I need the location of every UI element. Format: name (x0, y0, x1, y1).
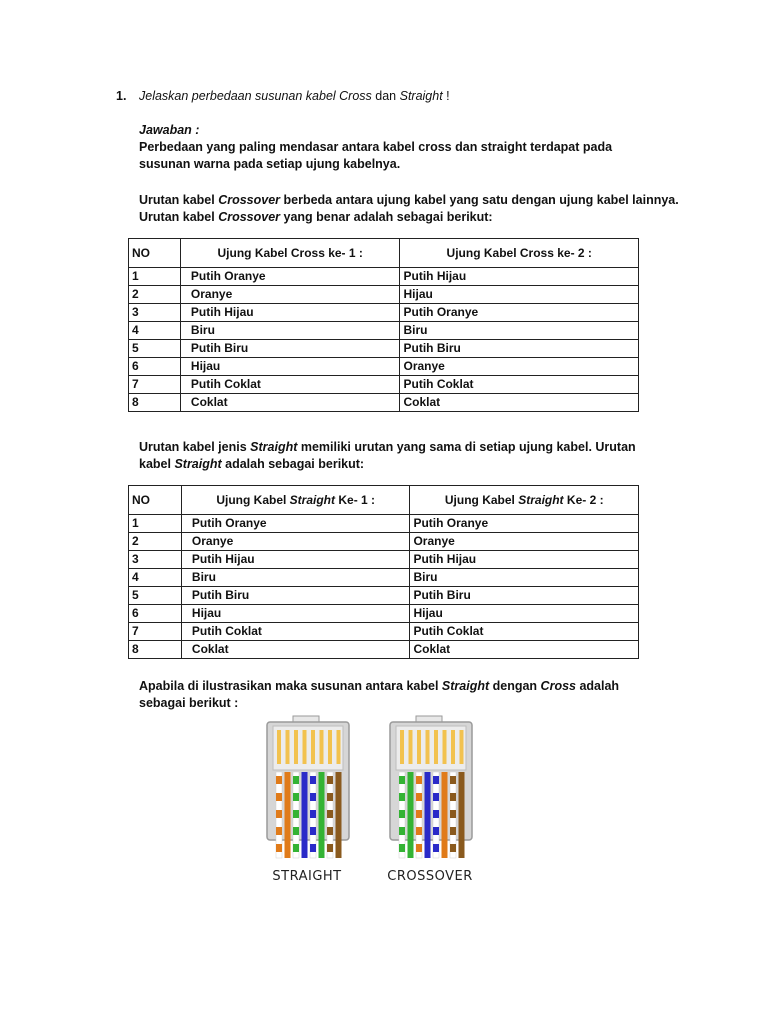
crossover-wire-blue (425, 772, 431, 858)
cross-table-end2-cell: Putih Biru (400, 340, 639, 358)
cross-table-row (129, 358, 639, 376)
straight-wire-stripe (327, 844, 333, 852)
straight-intro-b: Straight (250, 440, 298, 454)
cross-table-no-cell: 8 (129, 394, 181, 412)
cross-intro-a1: Urutan kabel (139, 193, 219, 207)
cross-table-end1-cell: Putih Biru (180, 340, 400, 358)
straight-contact-area (273, 726, 343, 770)
straight-wire-green (319, 772, 325, 858)
crossover-wire-stripe (416, 810, 422, 818)
straight-table-body (129, 515, 639, 659)
cross-table (128, 238, 639, 412)
cross-header-no: NO (129, 239, 181, 268)
straight-table-end2-cell: Coklat (410, 641, 639, 659)
straight-wire-stripe (293, 793, 299, 801)
straight-pin (294, 730, 298, 764)
crossover-contact-area (396, 726, 466, 770)
straight-table-row (129, 623, 639, 641)
straight-table-no-cell: 3 (129, 551, 182, 569)
question-text-end: ! (442, 89, 450, 103)
straight-header-no: NO (129, 486, 182, 515)
straight-wire-stripe (310, 776, 316, 784)
cross-table-no-cell: 1 (129, 268, 181, 286)
crossover-wire-stripe (416, 827, 422, 835)
cross-table-no-cell: 4 (129, 322, 181, 340)
straight-table-end1-cell: Hijau (181, 605, 410, 623)
straight-pin (277, 730, 281, 764)
straight-table-no-cell: 1 (129, 515, 182, 533)
straight-table-end2-cell: Oranye (410, 533, 639, 551)
straight-table-row (129, 533, 639, 551)
crossover-wire-stripe (416, 844, 422, 852)
straight-table-end1-cell: Putih Biru (181, 587, 410, 605)
crossover-pin (460, 730, 464, 764)
cross-intro-line2 (139, 209, 679, 226)
cross-table-no-cell: 7 (129, 376, 181, 394)
crossover-wire-stripe (450, 793, 456, 801)
question-text-part2: Straight (399, 89, 443, 103)
cross-intro-line1 (139, 192, 679, 209)
answer-label (139, 122, 659, 139)
straight-wire-stripe (276, 810, 282, 818)
crossover-wire-stripe (399, 844, 405, 852)
cross-intro-c1: berbeda antara ujung kabel yang satu dengan ujung kabel lainnya. (280, 193, 679, 207)
cross-intro-b2: Crossover (218, 210, 281, 224)
connector-figure (250, 712, 510, 897)
cross-table-row (129, 268, 639, 286)
answer-label-text: Jawaban : (139, 123, 200, 137)
question-text-and: dan (371, 89, 400, 103)
straight-header-end1-c: Ke- 1 : (335, 492, 376, 507)
straight-pin (337, 730, 341, 764)
straight-pin (303, 730, 307, 764)
crossover-wire-stripe (399, 827, 405, 835)
straight-table-no-cell: 6 (129, 605, 182, 623)
straight-header-end2-b: Straight (518, 492, 564, 507)
question-number: 1. (116, 89, 127, 103)
straight-intro (139, 439, 669, 473)
straight-pin (311, 730, 315, 764)
cross-intro (139, 192, 679, 226)
crossover-pin (426, 730, 430, 764)
straight-wire-stripe (327, 776, 333, 784)
straight-pin (328, 730, 332, 764)
straight-table (128, 485, 639, 659)
straight-table-no-cell: 5 (129, 587, 182, 605)
crossover-wire-stripe (416, 776, 422, 784)
question-text (139, 88, 450, 105)
crossover-wire-stripe (399, 776, 405, 784)
cross-table-end1-cell: Coklat (180, 394, 400, 412)
straight-caption: STRAIGHT (272, 869, 342, 884)
crossover-wire-stripe (433, 827, 439, 835)
straight-table-end1-cell: Oranye (181, 533, 410, 551)
straight-table-row (129, 641, 639, 659)
cross-table-end2-cell: Putih Oranye (400, 304, 639, 322)
straight-table-no-cell: 2 (129, 533, 182, 551)
crossover-wire-orange (442, 772, 448, 858)
rj45-illustration (250, 712, 510, 892)
straight-table-end1-cell: Putih Oranye (181, 515, 410, 533)
cross-table-end2-cell: Oranye (400, 358, 639, 376)
question-text-part1: Jelaskan perbedaan susunan kabel Cross (139, 89, 372, 103)
straight-header-end2-c: Ke- 2 : (563, 492, 604, 507)
crossover-wire-stripe (433, 776, 439, 784)
straight-wire-brown (336, 772, 342, 858)
crossover-pin (400, 730, 404, 764)
straight-wire-stripe (310, 793, 316, 801)
illus-e: adalah sebagai berikut : (139, 679, 620, 710)
straight-table-row (129, 605, 639, 623)
cross-table-no-cell: 2 (129, 286, 181, 304)
cross-table-end1-cell: Putih Hijau (180, 304, 400, 322)
cross-header-end1: Ujung Kabel Cross ke- 1 : (180, 239, 400, 268)
crossover-wire-stripe (399, 810, 405, 818)
straight-wire-stripe (310, 844, 316, 852)
crossover-wire-stripe (416, 793, 422, 801)
straight-wire-stripe (293, 776, 299, 784)
crossover-pin (417, 730, 421, 764)
cross-intro-a2: Urutan kabel (139, 210, 219, 224)
crossover-wire-stripe (433, 844, 439, 852)
straight-wire-stripe (276, 827, 282, 835)
straight-wire-stripe (310, 810, 316, 818)
crossover-wire-brown (459, 772, 465, 858)
cross-table-header (129, 239, 639, 268)
crossover-pin (434, 730, 438, 764)
cross-table-row (129, 340, 639, 358)
straight-table-no-cell: 8 (129, 641, 182, 659)
straight-header-end2 (410, 486, 639, 515)
crossover-wire-stripe (433, 793, 439, 801)
crossover-wire-stripe (450, 776, 456, 784)
straight-table-end2-cell: Hijau (410, 605, 639, 623)
cross-table-end1-cell: Oranye (180, 286, 400, 304)
cross-table-end2-cell: Hijau (400, 286, 639, 304)
cross-table-end1-cell: Hijau (180, 358, 400, 376)
straight-wire-stripe (276, 776, 282, 784)
straight-wire-stripe (293, 810, 299, 818)
crossover-wire-stripe (450, 844, 456, 852)
cross-table-no-cell: 5 (129, 340, 181, 358)
straight-header-end1 (181, 486, 410, 515)
illus-b: Straight (441, 679, 490, 693)
straight-intro-d: Straight (174, 457, 222, 471)
crossover-clip (416, 716, 442, 722)
cross-table-body (129, 268, 639, 412)
straight-table-end1-cell: Putih Hijau (181, 551, 410, 569)
crossover-wire-stripe (450, 810, 456, 818)
straight-table-end1-cell: Putih Coklat (181, 623, 410, 641)
straight-header-end2-a: Ujung Kabel (444, 492, 519, 507)
cross-table-row (129, 286, 639, 304)
straight-table-end2-cell: Putih Coklat (410, 623, 639, 641)
cross-table-row (129, 304, 639, 322)
straight-pin (286, 730, 290, 764)
cross-table-row (129, 322, 639, 340)
answer-paragraph1: Perbedaan yang paling mendasar antara kabel cross dan straight terdapat pada susunan warna pada setiap ujung kabelnya. (139, 140, 613, 171)
straight-wire-orange (285, 772, 291, 858)
crossover-pin (409, 730, 413, 764)
straight-wire-stripe (293, 827, 299, 835)
crossover-caption: CROSSOVER (387, 869, 473, 884)
straight-wire-stripe (327, 827, 333, 835)
straight-table-end2-cell: Putih Oranye (410, 515, 639, 533)
straight-pin (320, 730, 324, 764)
straight-table-end2-cell: Biru (410, 569, 639, 587)
straight-wire-stripe (276, 844, 282, 852)
crossover-connector (390, 716, 472, 858)
cross-header-end2: Ujung Kabel Cross ke- 2 : (400, 239, 639, 268)
straight-wire-stripe (310, 827, 316, 835)
cross-table-end2-cell: Putih Coklat (400, 376, 639, 394)
straight-table-end1-cell: Biru (181, 569, 410, 587)
crossover-wire-stripe (450, 827, 456, 835)
straight-table-no-cell: 7 (129, 623, 182, 641)
cross-table-row (129, 376, 639, 394)
straight-header-end1-a: Ujung Kabel (216, 492, 290, 507)
straight-table-row (129, 515, 639, 533)
cross-intro-b1: Crossover (218, 193, 281, 207)
straight-connector (267, 716, 349, 858)
straight-clip (293, 716, 319, 722)
straight-table-no-cell: 4 (129, 569, 182, 587)
cross-table-row (129, 394, 639, 412)
illus-a: Apabila di ilustrasikan maka susunan antara kabel (139, 679, 442, 693)
cross-table-end1-cell: Putih Coklat (180, 376, 400, 394)
cross-table-end1-cell: Biru (180, 322, 400, 340)
cross-table-no-cell: 6 (129, 358, 181, 376)
straight-wire-stripe (276, 793, 282, 801)
straight-table-end1-cell: Coklat (181, 641, 410, 659)
straight-wire-stripe (293, 844, 299, 852)
cross-intro-c2: yang benar adalah sebagai berikut: (280, 210, 493, 224)
straight-wire-stripe (327, 810, 333, 818)
straight-table-header (129, 486, 639, 515)
crossover-wire-stripe (433, 810, 439, 818)
cross-table-end2-cell: Biru (400, 322, 639, 340)
straight-table-row (129, 551, 639, 569)
straight-table-row (129, 569, 639, 587)
straight-wire-blue (302, 772, 308, 858)
straight-table-end2-cell: Putih Biru (410, 587, 639, 605)
straight-wire-stripe (327, 793, 333, 801)
cross-table-end2-cell: Putih Hijau (400, 268, 639, 286)
crossover-wire-green (408, 772, 414, 858)
straight-header-end1-b: Straight (289, 492, 336, 507)
straight-table-row (129, 587, 639, 605)
cross-table-end2-cell: Coklat (400, 394, 639, 412)
straight-intro-c: memiliki urutan yang sama di setiap ujung kabel. Urutan kabel (139, 440, 636, 471)
straight-intro-a: Urutan kabel jenis (139, 440, 251, 454)
illus-d: Cross (540, 679, 576, 693)
crossover-pin (451, 730, 455, 764)
illustration-intro (139, 678, 659, 712)
straight-intro-e: adalah sebagai berikut: (221, 457, 365, 471)
cross-table-no-cell: 3 (129, 304, 181, 322)
cross-table-end1-cell: Putih Oranye (180, 268, 400, 286)
straight-table-end2-cell: Putih Hijau (410, 551, 639, 569)
crossover-pin (443, 730, 447, 764)
crossover-wire-stripe (399, 793, 405, 801)
illus-c: dengan (489, 679, 541, 693)
